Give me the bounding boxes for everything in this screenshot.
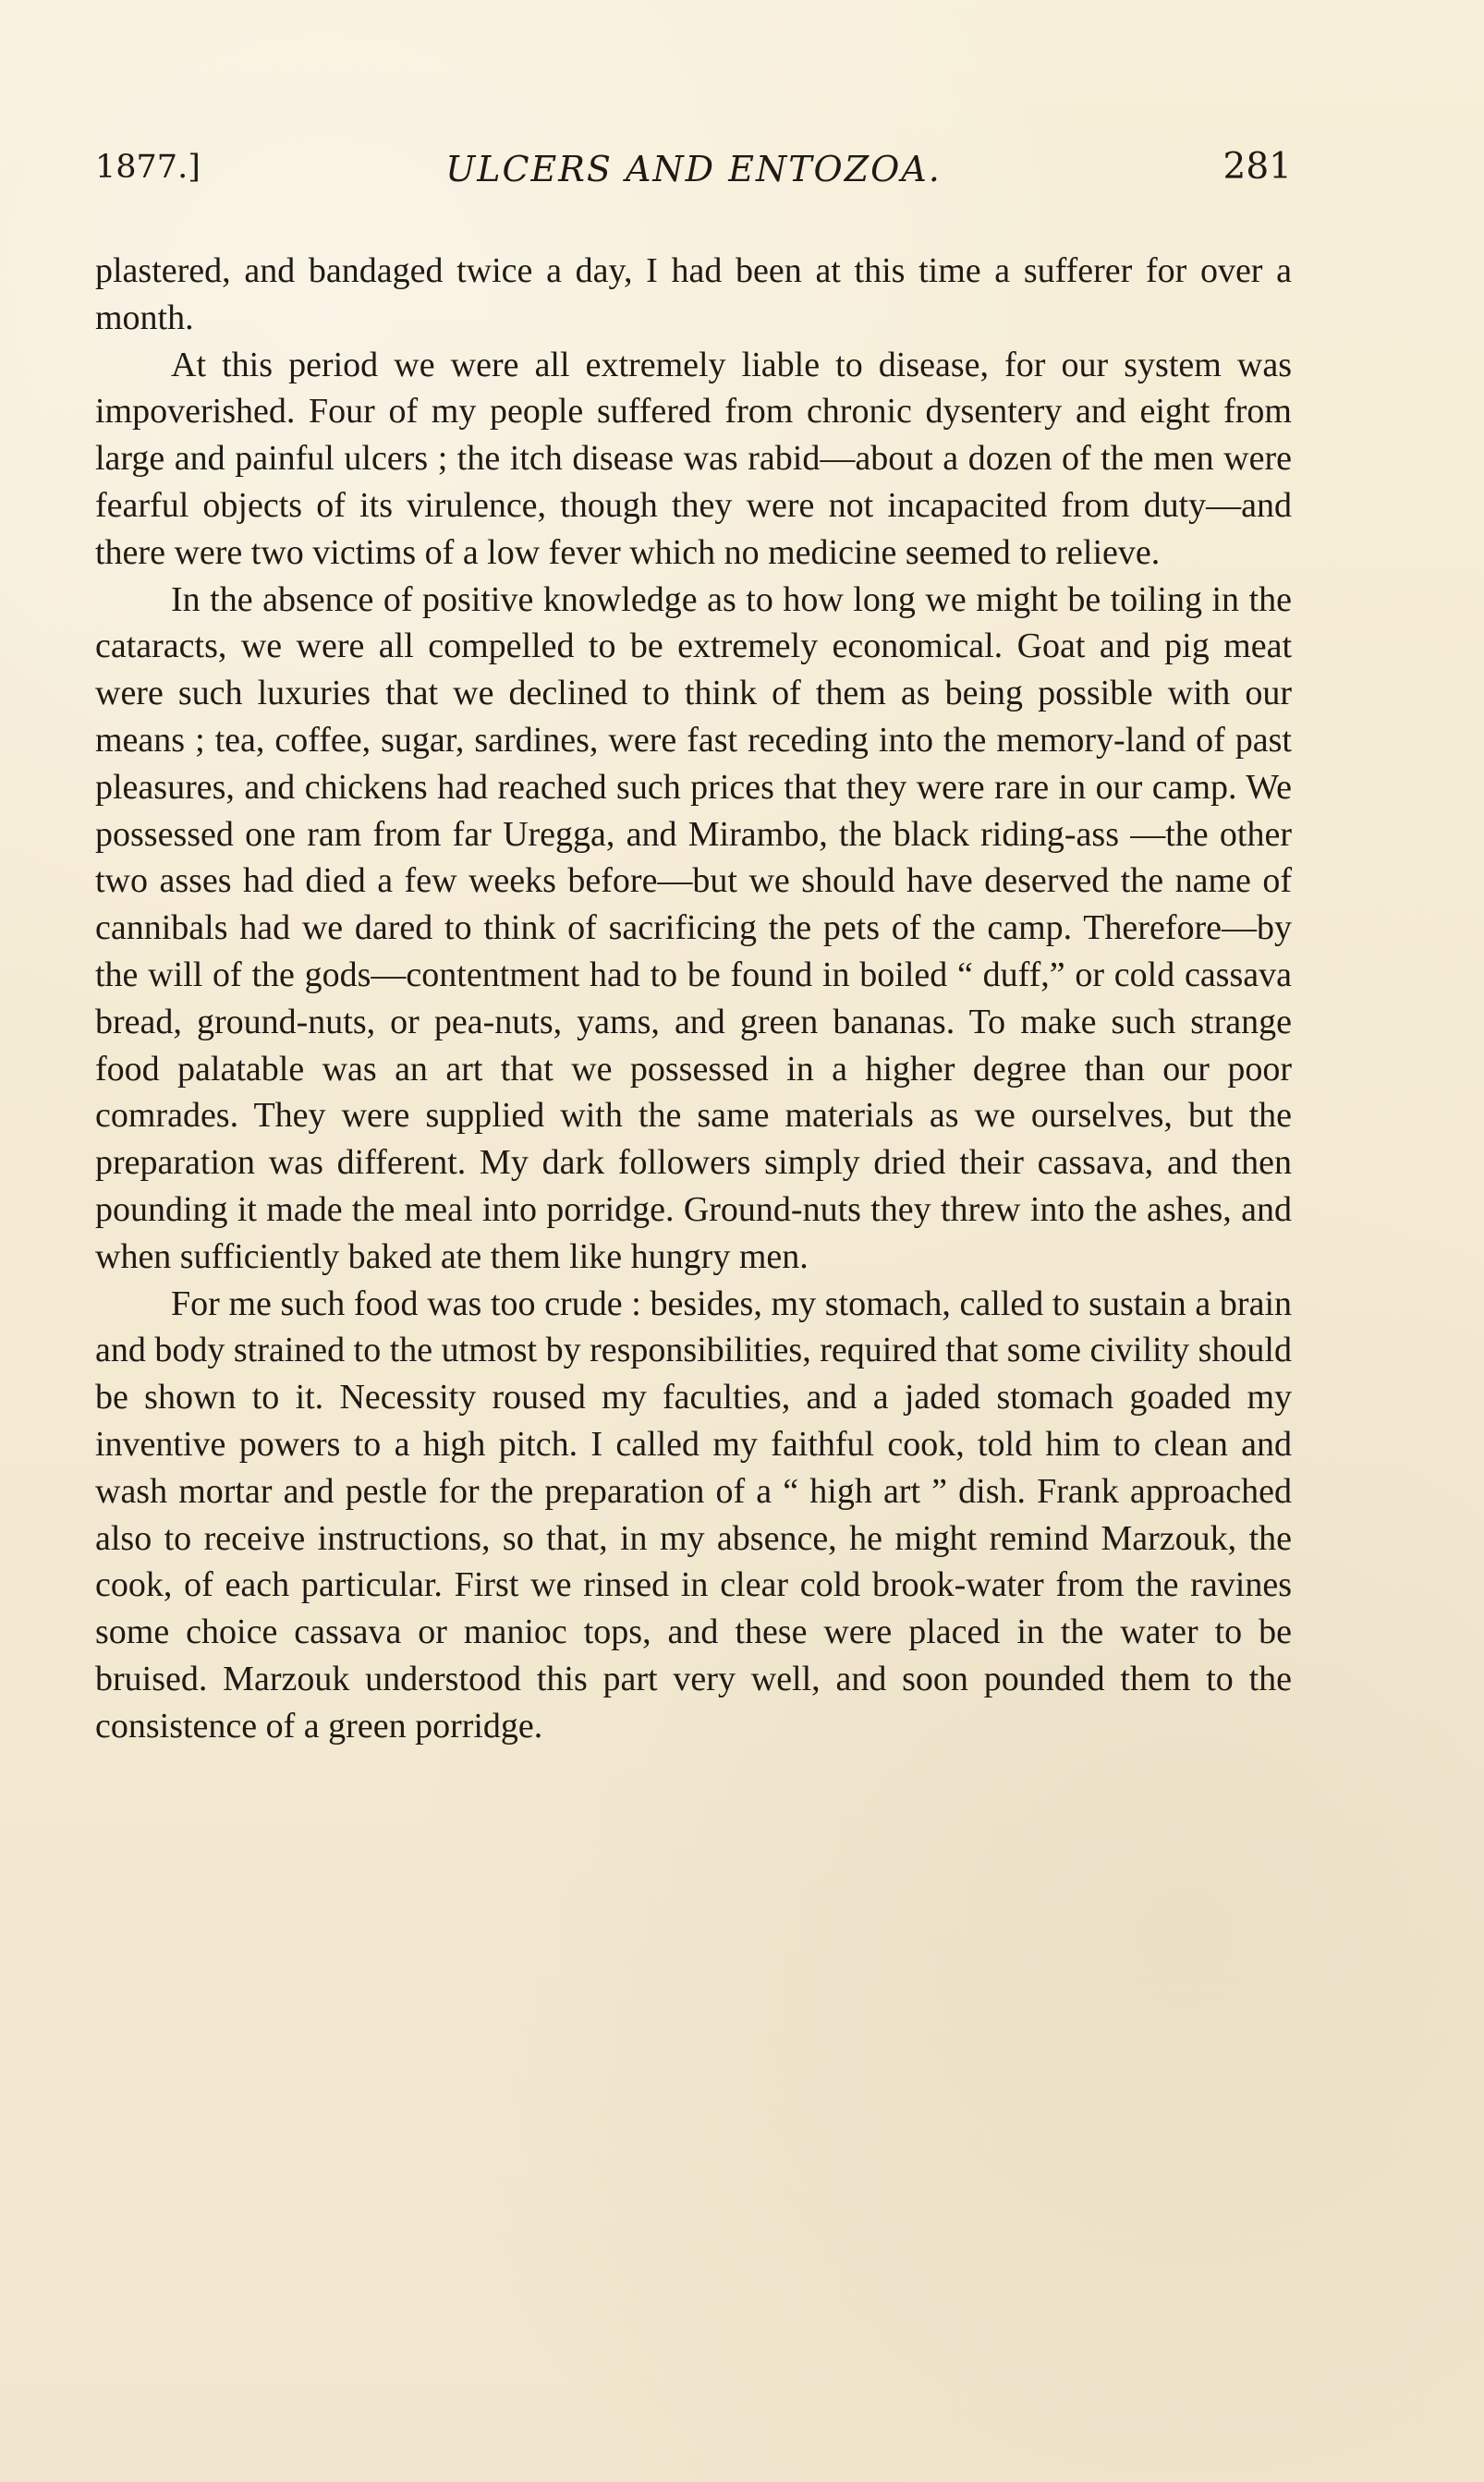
paragraph-disease: At this period we were all extremely liable to disease, for our system was impoverished. Four of my people suffered from chronic dysentery and eight from large and painful ulcers ; the itch disease was rabid—about a dozen of the men were fearful objects of its virulence, though they were not incapacited from duty—and there were two victims of a low fever which no medicine seemed to relieve.	[95, 345, 1292, 572]
paragraph-continuation: plastered, and bandaged twice a day, I had been at this time a sufferer for over a month.	[95, 251, 1292, 337]
page-number: 281	[1222, 146, 1292, 188]
page-body	[95, 248, 1292, 1750]
paragraph-food-supplies: In the absence of positive knowledge as to how long we might be toiling in the cataracts, we were all compelled to be extremely economical. Goat and pig meat were such luxuries that we declined to think of them as being possible with our means ; tea, coffee, sugar, sardines, were fast receding into the memory-land of past pleasures, and chickens had reached such prices that they were rare in our camp. We possessed one ram from far Uregga, and Mirambo, the black riding-ass —the other two asses had died a few weeks before—but we should have deserved the name of cannibals had we dared to think of sacrificing the pets of the camp. Therefore—by the will of the gods—contentment had to be found in boiled “ duff,” or cold cassava bread, ground-nuts, or pea-nuts, yams, and green bananas. To make such strange food palatable was an art that we possessed in a higher degree than our poor comrades. They were supplied with the same materials as we ourselves, but the preparation was different. My dark followers simply dried their cassava, and then pounding it made the meal into porridge. Ground-nuts they threw into the ashes, and when sufficiently baked ate them like hungry men.	[95, 579, 1292, 1276]
running-title: ULCERS AND ENTOZOA.	[445, 149, 942, 189]
paragraph-cooking: For me such food was too crude : besides, my stomach, called to sustain a brain and body strained to the utmost by responsibilities, required that some civility should be shown to it. Necessity roused my faculties, and a jaded stomach goaded my inventive powers to a high pitch. I called my faithful cook, told him to clean and wash mortar and pestle for the preparation of a “ high art ” dish. Frank approached also to receive instructions, so that, in my absence, he might remind Marzouk, the cook, of each particular. First we rinsed in clear cold brook-water from the ravines some choice cassava or manioc tops, and these were placed in the water to be bruised. Marzouk understood this part very well, and soon pounded them to the consistence of a green porridge.	[95, 1284, 1292, 1746]
header-year: 1877.]	[95, 149, 201, 186]
running-header	[95, 148, 1292, 201]
